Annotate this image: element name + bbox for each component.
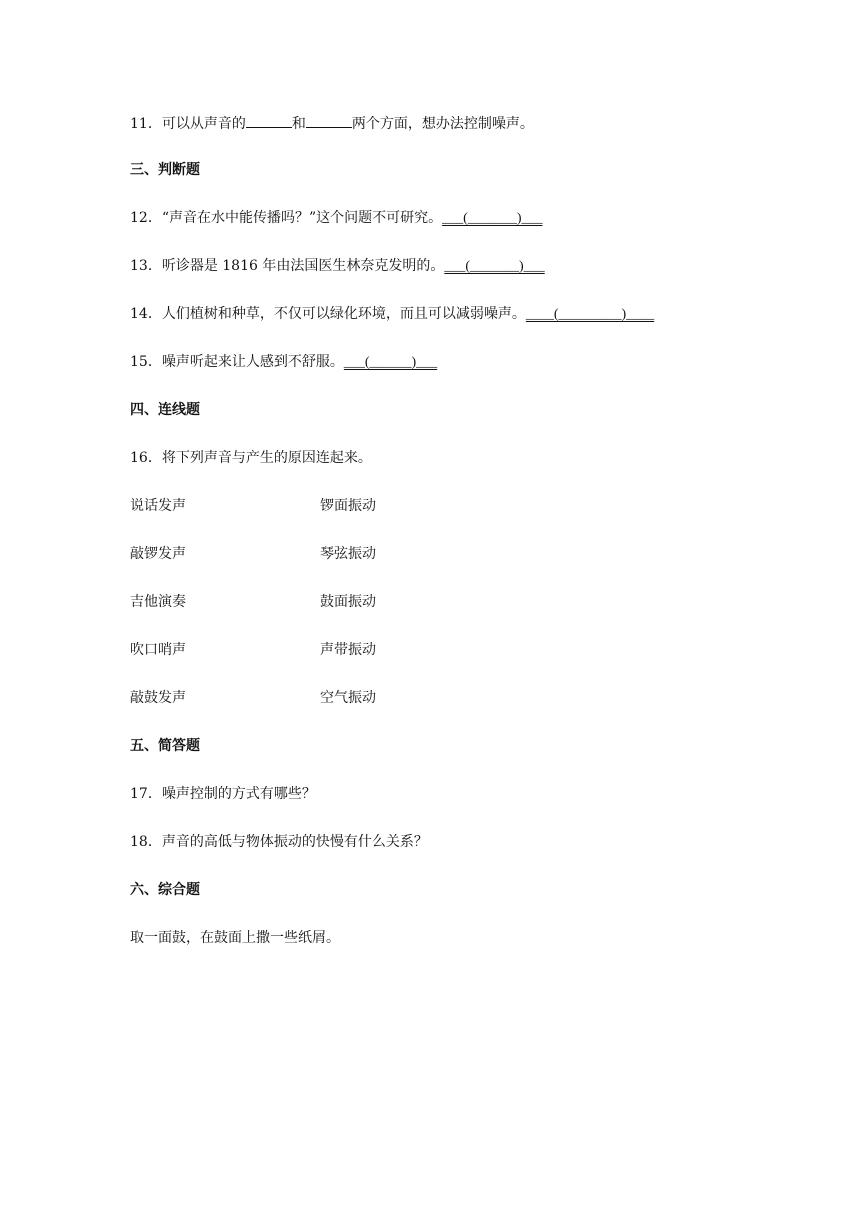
answer-slot[interactable]: ___(_______)___ (444, 259, 545, 274)
question-number: 18． (130, 834, 162, 850)
question-17 (130, 784, 316, 804)
match-left-item[interactable]: 说话发声 (130, 498, 186, 514)
question-number: 15． (130, 354, 162, 370)
match-right-item[interactable]: 声带振动 (320, 642, 376, 658)
match-right-item[interactable]: 锣面振动 (320, 498, 376, 514)
question-text: 人们植树和种草，不仅可以绿化环境，而且可以减弱噪声。 (161, 306, 526, 322)
fill-blank[interactable] (306, 112, 352, 128)
question-text: 和 (291, 116, 306, 132)
question-text: 听诊器是 1816 年由法国医生林奈克发明的。 (161, 258, 445, 274)
answer-slot[interactable]: ____(_________)____ (525, 307, 655, 322)
section-heading-comprehensive: 六、综合题 (130, 882, 200, 898)
question-19-text: 取一面鼓，在鼓面上撒一些纸屑。 (130, 930, 340, 946)
match-right-item[interactable]: 鼓面振动 (320, 594, 376, 610)
question-text: 将下列声音与产生的原因连起来。 (161, 450, 372, 466)
match-right-item[interactable]: 琴弦振动 (320, 546, 376, 562)
question-text: 可以从声音的 (161, 116, 246, 132)
answer-slot[interactable]: ___(______)___ (343, 355, 438, 370)
match-left-item[interactable]: 吹口哨声 (130, 642, 186, 658)
question-text: 噪声控制的方式有哪些？ (161, 786, 316, 802)
question-text: 噪声听起来让人感到不舒服。 (161, 354, 344, 370)
question-number: 13． (130, 258, 162, 274)
question-15 (130, 352, 437, 373)
match-left-item[interactable]: 吉他演奏 (130, 594, 186, 610)
match-left-item[interactable]: 敲鼓发声 (130, 690, 186, 706)
question-18 (130, 832, 428, 852)
question-text: 声音的高低与物体振动的快慢有什么关系？ (161, 834, 428, 850)
match-left-item[interactable]: 敲锣发声 (130, 546, 186, 562)
question-number: 12． (130, 210, 162, 226)
question-14 (130, 304, 654, 325)
question-number: 11． (130, 116, 162, 132)
question-text: “声音在水中能传播吗？”这个问题不可研究。 (161, 210, 443, 226)
match-right-item[interactable]: 空气振动 (320, 690, 376, 706)
question-13 (130, 256, 545, 277)
answer-slot[interactable]: ___(_______)___ (442, 211, 543, 226)
section-heading-judgement: 三、判断题 (130, 162, 200, 178)
question-12 (130, 208, 542, 229)
question-number: 16． (130, 450, 162, 466)
question-number: 17． (130, 786, 162, 802)
section-heading-matching: 四、连线题 (130, 402, 200, 418)
fill-blank[interactable] (246, 112, 292, 128)
question-11 (130, 112, 534, 134)
question-number: 14． (130, 306, 162, 322)
section-heading-short-answer: 五、简答题 (130, 738, 200, 754)
question-text: 两个方面，想办法控制噪声。 (351, 116, 534, 132)
question-16 (130, 448, 372, 468)
